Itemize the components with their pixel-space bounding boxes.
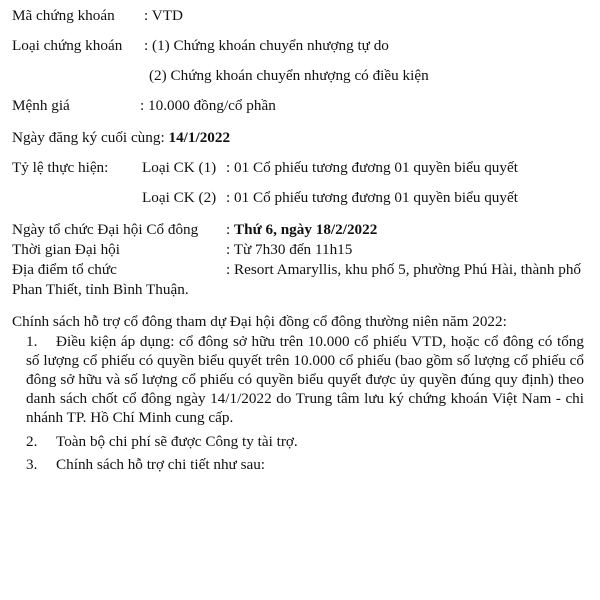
ma-ck-label: Mã chứng khoán <box>12 7 115 24</box>
menh-gia-label: Mệnh giá <box>12 97 70 114</box>
ngay-to-chuc-value: Thứ 6, ngày 18/2/2022 <box>234 221 378 238</box>
ty-le-1-type: Loại CK (1) <box>142 159 217 176</box>
policy-item-3-text: Chính sách hỗ trợ chi tiết như sau: <box>56 456 266 473</box>
ty-le-1-value: : 01 Cổ phiếu tương đương 01 quyền biểu quyết <box>226 159 518 176</box>
dia-diem-value: : Resort Amaryllis, khu phố 5, phường Phú Hài, thành phố <box>226 261 582 278</box>
policy-heading: Chính sách hỗ trợ cổ đông tham dự Đại hội đồng cổ đông thường niên năm 2022: <box>12 313 507 330</box>
dia-diem-label: Địa điểm tổ chức <box>12 261 117 278</box>
ma-ck-value: : VTD <box>144 7 183 24</box>
policy-item-1-num: 1. <box>26 333 38 350</box>
policy-item-2-text: Toàn bộ chi phí sẽ được Công ty tài trợ. <box>56 433 298 450</box>
ngay-dk-value: 14/1/2022 <box>168 129 231 146</box>
ngay-to-chuc-label: Ngày tổ chức Đại hội Cổ đông <box>12 221 199 238</box>
policy-item-2-num: 2. <box>26 433 38 450</box>
loai-ck-value-1: : (1) Chứng khoán chuyển nhượng tự do <box>144 37 389 54</box>
policy-item-3-num: 3. <box>26 456 38 473</box>
ty-le-2-value: : 01 Cổ phiếu tương đương 01 quyền biểu quyết <box>226 189 518 206</box>
ngay-dk-line <box>12 128 230 147</box>
ngay-dk-label: Ngày đăng ký cuối cùng: <box>12 129 165 146</box>
ty-le-2-type: Loại CK (2) <box>142 189 217 206</box>
dia-diem-cont: Phan Thiết, tỉnh Bình Thuận. <box>12 281 189 298</box>
loai-ck-value-2: (2) Chứng khoán chuyển nhượng có điều kiện <box>149 67 429 84</box>
thoi-gian-label: Thời gian Đại hội <box>12 241 120 258</box>
ty-le-label: Tỷ lệ thực hiện: <box>12 159 109 176</box>
loai-ck-label: Loại chứng khoán <box>12 37 123 54</box>
ngay-to-chuc-line <box>226 220 377 239</box>
thoi-gian-value: : Từ 7h30 đến 11h15 <box>226 241 353 258</box>
policy-item-1-text: Điều kiện áp dụng: cổ đông sở hữu trên 10.000 cổ phiếu VTD, hoặc cổ đông có tổng số lượng cổ phiếu có quyền biểu quyết trên 10.000 cổ phiếu (bao gồm số lượng cổ phiếu cổ đông sở hữu và số lượng cổ phiếu có quyền biểu quyết được ủy quyền đúng quy định) theo danh sách chốt cổ đông ngày 14/1/2022 do Trung tâm lưu ký chứng khoán Việt Nam - chi nhánh TP. Hồ Chí Minh cung cấp. <box>26 333 584 426</box>
ngay-to-chuc-colon: : <box>226 221 231 238</box>
menh-gia-value: : 10.000 đồng/cổ phần <box>140 97 276 114</box>
